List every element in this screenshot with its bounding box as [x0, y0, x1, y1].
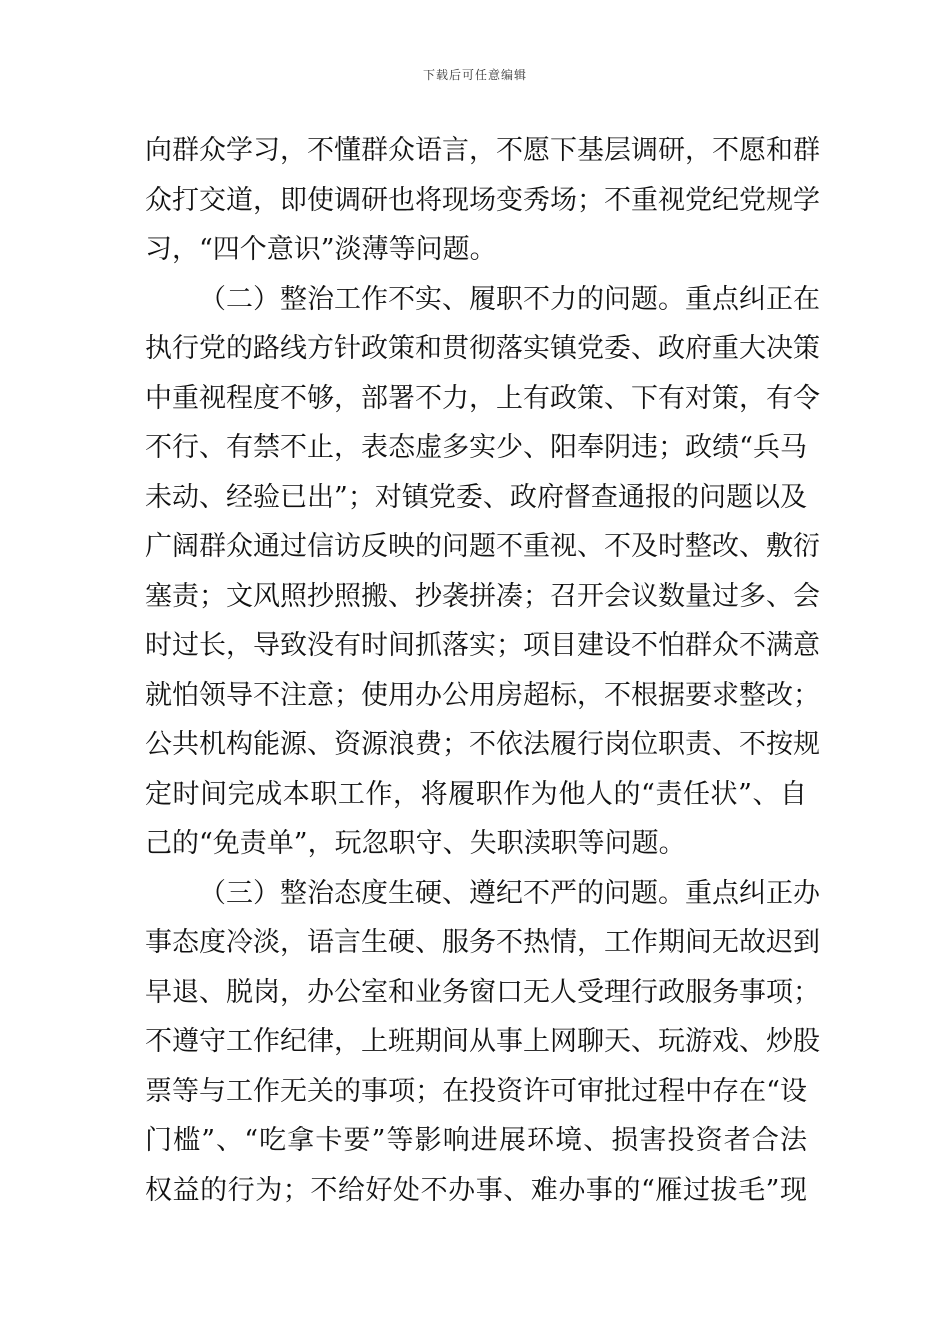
text-line: 向群众学习，不懂群众语言，不愿下基层调研，不愿和群 [145, 135, 820, 166]
text-line: 早退、脱岗，办公室和业务窗口无人受理行政服务事项； [145, 976, 820, 1008]
text-line: 门槛”、“吃拿卡要”等影响进展环境、损害投资者合法 [145, 1125, 807, 1156]
text-line: 中重视程度不够，部署不力，上有政策、下有对策，有令 [145, 382, 820, 414]
text-line: 未动、经验已出”；对镇党委、政府督查通报的问题以及 [145, 481, 807, 513]
text-line: 定时间完成本职工作，将履职作为他人的“责任状”、自 [145, 778, 807, 810]
text-line: 权益的行为；不给好处不办事、难办事的“雁过拔毛”现 [145, 1174, 807, 1206]
text-line: 执行党的路线方针政策和贯彻落实镇党委、政府重大决策 [145, 333, 820, 364]
text-line: 事态度冷淡，语言生硬、服务不热情，工作期间无故迟到 [145, 927, 820, 958]
text-line: 不行、有禁不止，表态虚多实少、阳奉阴违；政绩“兵马 [145, 432, 807, 463]
text-line: （三）整治态度生硬、遵纪不严的问题。重点纠正办 [199, 877, 820, 909]
text-line: 不遵守工作纪律，上班期间从事上网聊天、玩游戏、炒股 [145, 1026, 820, 1057]
text-line: 就怕领导不注意；使用办公用房超标，不根据要求整改； [145, 679, 820, 711]
text-line: 时过长，导致没有时间抓落实；项目建设不怕群众不满意 [145, 630, 820, 661]
text-line: 公共机构能源、资源浪费；不依法履行岗位职责、不按规 [145, 729, 820, 760]
text-line: 众打交道，即使调研也将现场变秀场；不重视党纪党规学 [145, 184, 820, 216]
text-line: （二）整治工作不实、履职不力的问题。重点纠正在 [199, 283, 820, 315]
page-header: 下载后可任意编辑 [422, 68, 527, 82]
text-line: 广阔群众通过信访反映的问题不重视、不及时整改、敷衍 [145, 531, 820, 562]
text-line: 票等与工作无关的事项；在投资许可审批过程中存在“设 [145, 1075, 807, 1107]
text-line: 习，“四个意识”淡薄等问题。 [145, 234, 497, 265]
text-line: 塞责；文风照抄照搬、抄袭拼凑；召开会议数量过多、会 [145, 580, 820, 612]
text-line: 己的“免责单”，玩忽职守、失职渎职等问题。 [145, 828, 686, 859]
document-body [145, 126, 820, 1215]
